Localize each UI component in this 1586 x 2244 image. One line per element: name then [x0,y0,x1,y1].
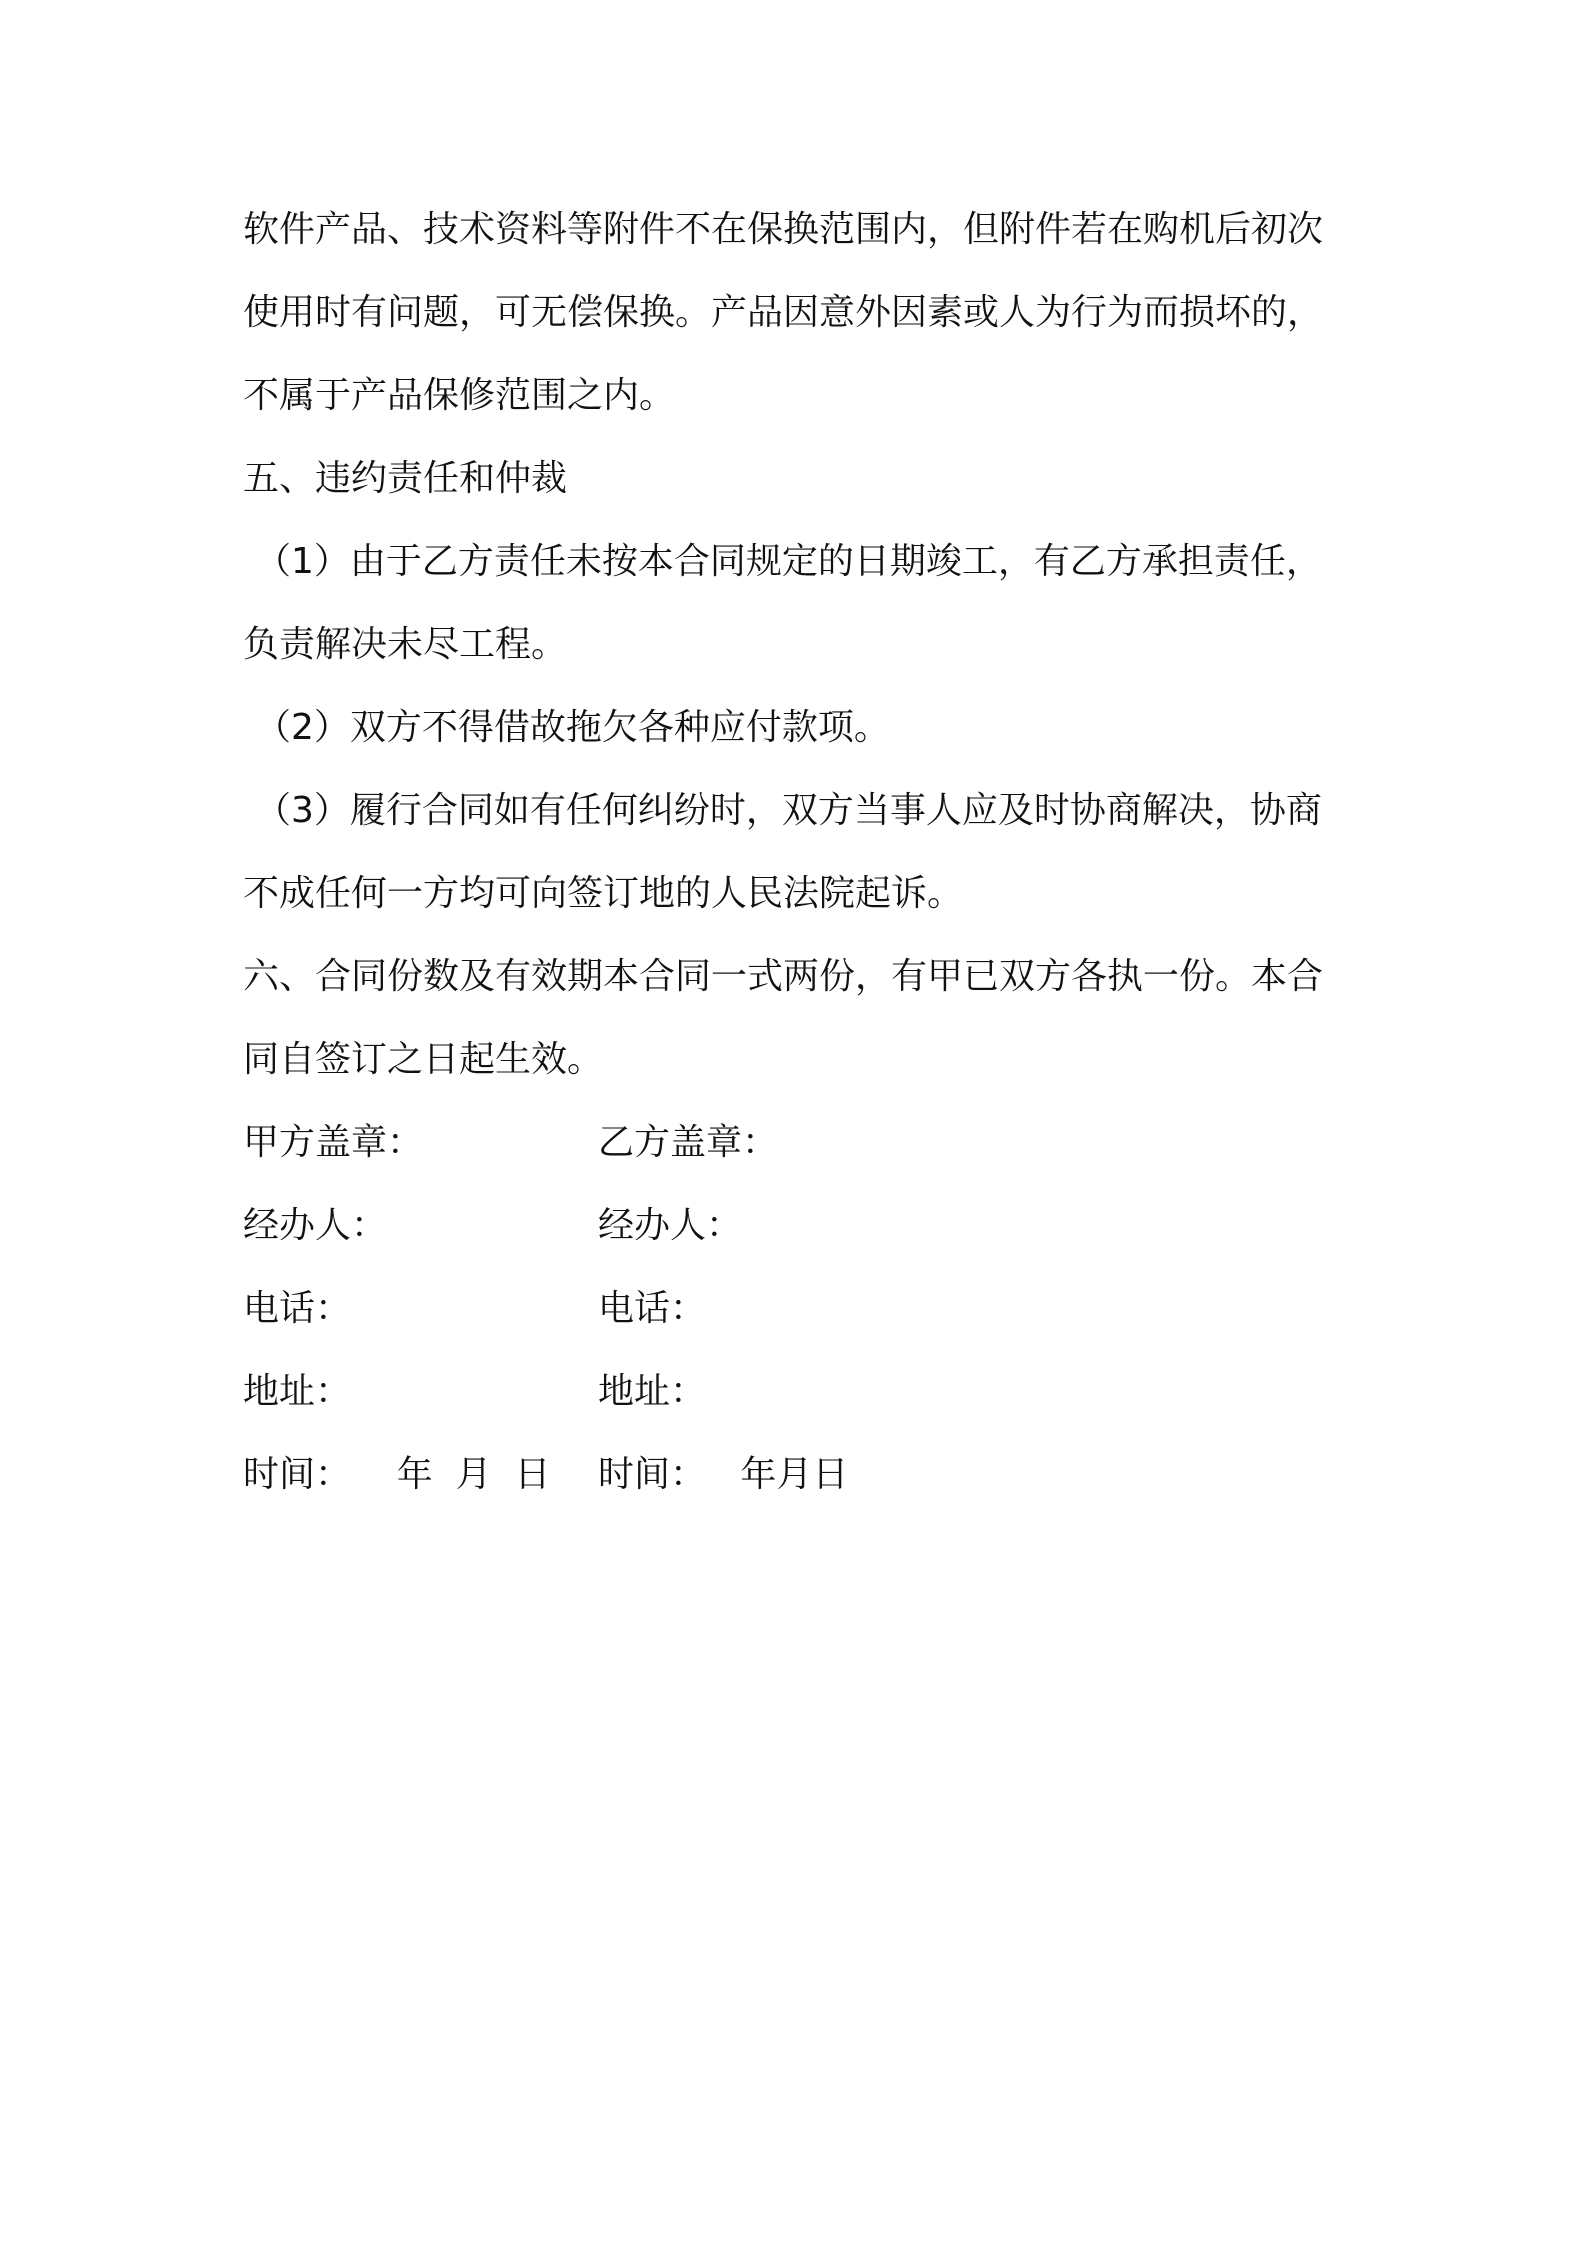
section-5-heading: 五、违约责任和仲裁 [243,458,568,499]
party-a-phone-label: 电话： [243,1288,352,1329]
party-a-seal-label: 甲方盖章： [243,1122,424,1163]
signature-row-agent [243,1204,1343,1248]
party-a-agent-label: 经办人： [243,1205,388,1246]
section-6-line-1: 六、合同份数及有效期本合同一式两份，有甲已双方各执一份。本合 [243,956,1324,997]
section-6-line-2: 同自签订之日起生效。 [243,1039,604,1080]
warranty-line-1: 软件产品、技术资料等附件不在保换范围内，但附件若在购机后初次 [243,209,1324,250]
warranty-line-2: 使用时有问题，可无偿保换。产品因意外因素或人为行为而损坏的， [243,292,1324,333]
clause-1-line-2: 负责解决未尽工程。 [243,624,568,665]
party-b-agent-label: 经办人： [598,1205,743,1246]
party-b-seal-label: 乙方盖章： [598,1122,779,1163]
clause-3-line-2: 不成任何一方均可向签订地的人民法院起诉。 [243,873,964,914]
clause-1-line-1: （1）由于乙方责任未按本合同规定的日期竣工，有乙方承担责任， [255,541,1322,582]
warranty-line-3: 不属于产品保修范围之内。 [243,375,676,416]
clause-2: （2）双方不得借故拖欠各种应付款项。 [255,707,890,748]
signature-row-address [243,1370,1343,1414]
signature-row-date [243,1453,1343,1497]
party-a-address-label: 地址： [243,1371,352,1412]
party-a-date-label: 时间： 年 月 日 [243,1454,551,1495]
party-b-date-label: 时间： 年月日 [598,1454,849,1495]
signature-row-phone [243,1287,1343,1331]
signature-row-seal [243,1121,1343,1165]
party-b-phone-label: 电话： [598,1288,707,1329]
party-b-address-label: 地址： [598,1371,707,1412]
clause-3-line-1: （3）履行合同如有任何纠纷时，双方当事人应及时协商解决，协商 [255,790,1322,831]
